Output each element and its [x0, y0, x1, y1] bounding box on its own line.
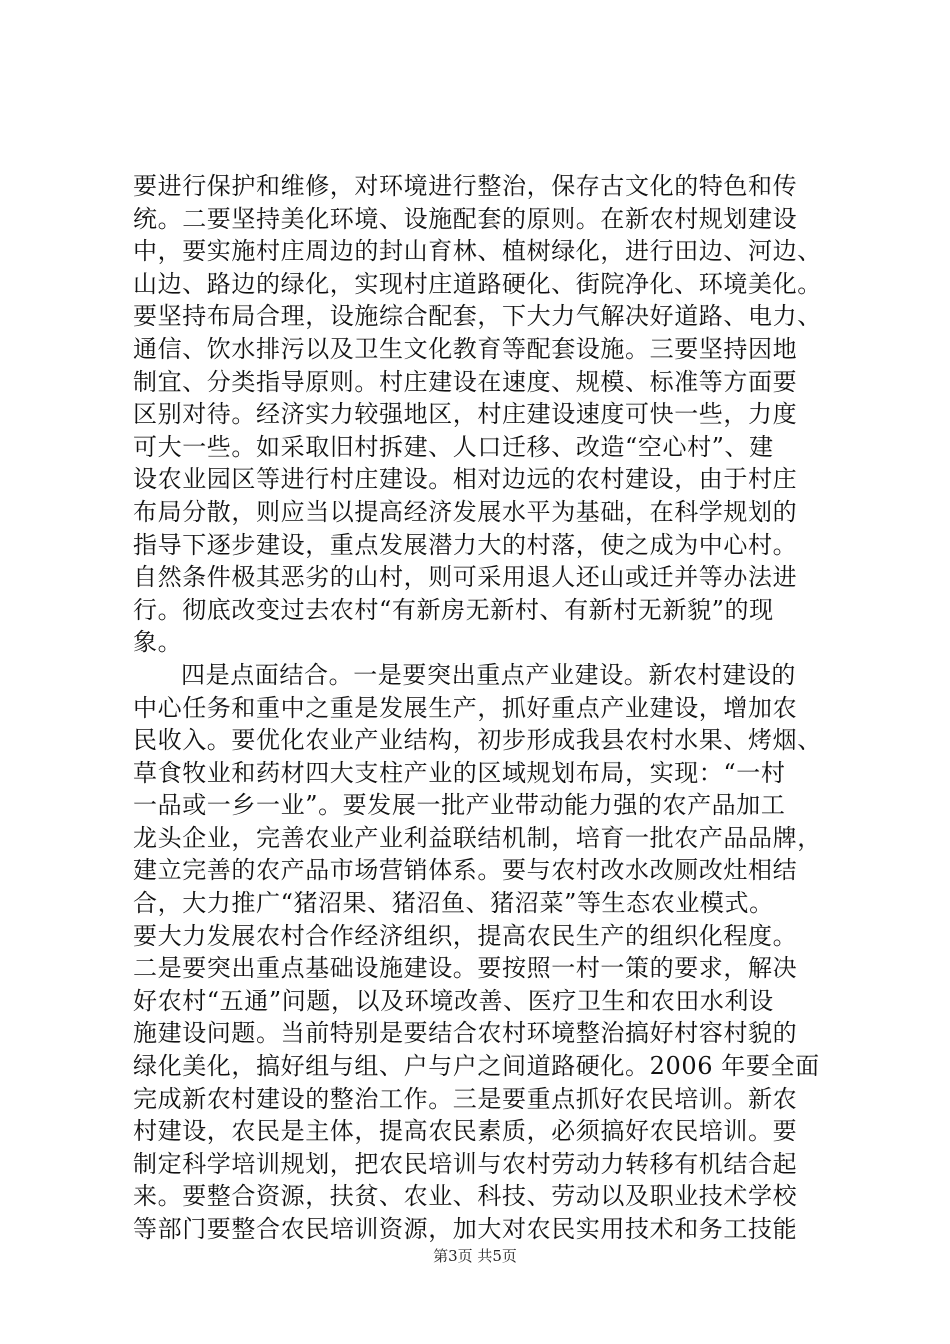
page-number-footer: 第3页 共5页 [433, 1247, 517, 1265]
text-line: 完成新农村建设的整治工作。三是要重点抓好农民培训。新农 [133, 1084, 798, 1113]
text-line: 制宜、分类指导原则。村庄建设在速度、规模、标准等方面要 [133, 367, 798, 396]
text-line: 自然条件极其恶劣的山村，则可采用退人还山或迁并等办法进 [133, 563, 798, 592]
text-line: 统。二要坚持美化环境、设施配套的原则。在新农村规划建设 [133, 204, 798, 233]
text-line: 草食牧业和药材四大支柱产业的区域规划布局，实现：“一村 [133, 758, 786, 787]
text-line: 象。 [133, 628, 183, 657]
text-line: 指导下逐步建设，重点发展潜力大的村落，使之成为中心村。 [133, 530, 798, 559]
text-line: 龙头企业，完善农业产业利益联结机制，培育一批农产品品牌， [133, 823, 822, 852]
document-body [133, 170, 833, 1246]
text-line: 好农村“五通”问题，以及环境改善、医疗卫生和农田水利设 [133, 986, 774, 1015]
text-line: 制定科学培训规划，把农民培训与农村劳动力转移有机结合起 [133, 1149, 798, 1178]
paragraph-start-line: 四是点面结合。一是要突出重点产业建设。新农村建设的 [181, 660, 796, 689]
text-line: 村建设，农民是主体，提高农民素质，必须搞好农民培训。要 [133, 1117, 798, 1146]
text-line: 设农业园区等进行村庄建设。相对边远的农村建设，由于村庄 [133, 465, 798, 494]
text-line: 绿化美化，搞好组与组、户与户之间道路硬化。2006 年要全面 [133, 1052, 820, 1081]
text-line: 合，大力推广“猪沼果、猪沼鱼、猪沼菜”等生态农业模式。 [133, 889, 774, 918]
text-line: 中心任务和重中之重是发展生产，抓好重点产业建设，增加农 [133, 693, 798, 722]
text-line: 建立完善的农产品市场营销体系。要与农村改水改厕改灶相结 [133, 856, 798, 885]
text-line: 来。要整合资源，扶贫、农业、科技、劳动以及职业技术学校 [133, 1182, 798, 1211]
text-line: 要坚持布局合理，设施综合配套，下大力气解决好道路、电力、 [133, 302, 822, 331]
text-line: 二是要突出重点基础设施建设。要按照一村一策的要求，解决 [133, 954, 798, 983]
text-line: 布局分散，则应当以提高经济发展水平为基础，在科学规划的 [133, 497, 798, 526]
text-line: 民收入。要优化农业产业结构，初步形成我县农村水果、烤烟、 [133, 726, 822, 755]
text-line: 要大力发展农村合作经济组织，提高农民生产的组织化程度。 [133, 921, 798, 950]
text-line: 可大一些。如采取旧村拆建、人口迁移、改造“空心村”、建 [133, 432, 774, 461]
text-line: 施建设问题。当前特别是要结合农村环境整治搞好村容村貌的 [133, 1019, 798, 1048]
text-line: 要进行保护和维修，对环境进行整治，保存古文化的特色和传 [133, 172, 798, 200]
text-line: 通信、饮水排污以及卫生文化教育等配套设施。三要坚持因地 [133, 334, 798, 363]
text-line: 一品或一乡一业”。要发展一批产业带动能力强的农产品加工 [133, 791, 786, 820]
text-line: 等部门要整合农民培训资源，加大对农民实用技术和务工技能 [133, 1215, 798, 1243]
text-line: 中，要实施村庄周边的封山育林、植树绿化，进行田边、河边、 [133, 237, 822, 266]
text-line: 山边、路边的绿化，实现村庄道路硬化、街院净化、环境美化。 [133, 269, 822, 298]
text-line: 行。彻底改变过去农村“有新房无新村、有新村无新貌”的现 [133, 595, 774, 624]
text-line: 区别对待。经济实力较强地区，村庄建设速度可快一些，力度 [133, 400, 798, 429]
